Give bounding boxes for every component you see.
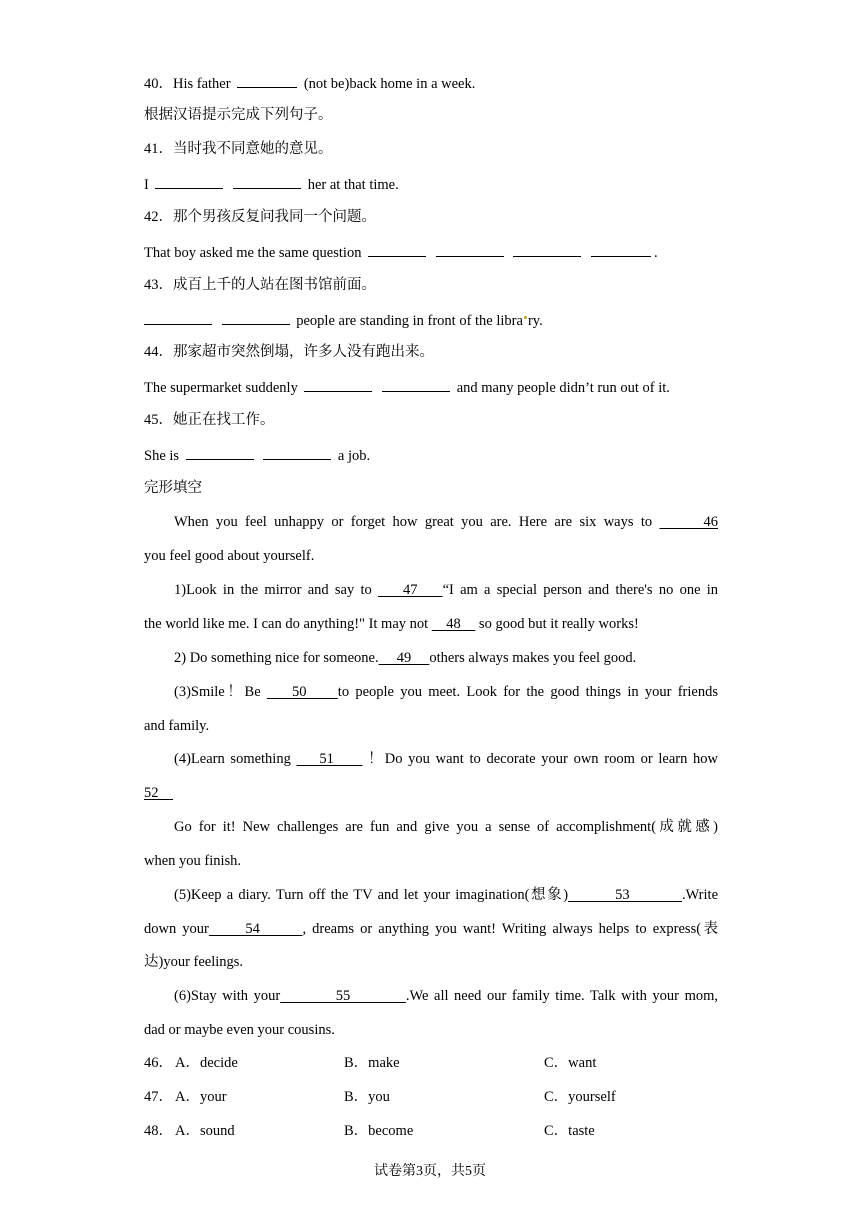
option-a[interactable]: A．decide [175, 1055, 238, 1071]
passage-line: and family. [144, 718, 210, 734]
passage-line: when you finish. [144, 853, 242, 869]
option-b[interactable]: B．become [344, 1123, 414, 1139]
answer-blank[interactable] [237, 72, 297, 88]
option-a[interactable]: A．sound [175, 1123, 235, 1139]
passage-text: “I am a special person and there's no one in [442, 582, 719, 598]
page-footer: 试卷第3页，共5页 [374, 1164, 486, 1179]
question-number: 40． [144, 76, 173, 92]
cloze-title: 完形填空 [144, 480, 202, 496]
blank-52[interactable]: 52 [144, 785, 173, 801]
question-40 [144, 72, 718, 94]
stray-mark [524, 316, 527, 319]
blank-54[interactable]: 54 [208, 921, 303, 937]
question-44-chinese: 44．那家超市突然倒塌，许多人没有跑出来。 [144, 344, 434, 360]
passage-line: Go for it! New challenges are fun and give you a sense of accomplishment(成就感) [174, 819, 718, 835]
blank-55[interactable]: 55 [280, 988, 406, 1004]
option-a[interactable]: A．your [175, 1089, 227, 1105]
question-44 [144, 376, 718, 398]
question-42-chinese: 42．那个男孩反复问我同一个问题。 [144, 209, 376, 225]
passage-text: .We all need our family time. Talk with your mom, [405, 988, 719, 1004]
answer-blank[interactable] [263, 444, 331, 460]
answer-blank[interactable] [186, 444, 254, 460]
question-43 [144, 309, 718, 331]
passage-text: , dreams or anything you want! Writing always helps to express(表 [302, 921, 718, 937]
instruction-translate: 根据汉语提示完成下列句子。 [144, 107, 333, 123]
option-c[interactable]: C．taste [544, 1123, 595, 1139]
passage-line [174, 885, 718, 905]
answer-blank[interactable] [155, 173, 223, 189]
option-number: 48． [144, 1123, 173, 1139]
option-number: 47． [144, 1089, 173, 1105]
passage-text: down your [144, 921, 209, 937]
blank-51[interactable]: 51 [296, 751, 363, 767]
option-c[interactable]: C．want [544, 1055, 597, 1071]
passage-text: When you feel unhappy or forget how great you are. Here are six ways to [174, 514, 653, 530]
passage-line [174, 580, 718, 600]
option-number: 46． [144, 1055, 173, 1071]
passage-text: (5)Keep a diary. Turn off the TV and let your imagination(想象) [174, 887, 569, 903]
answer-blank[interactable] [436, 241, 504, 257]
answer-blank[interactable] [304, 376, 372, 392]
answer-blank[interactable] [233, 173, 301, 189]
blank-48[interactable]: 48 [431, 616, 476, 632]
question-43-chinese: 43．成百上千的人站在图书馆前面。 [144, 277, 376, 293]
answer-blank[interactable] [591, 241, 651, 257]
blank-50[interactable]: 50 [266, 684, 338, 700]
blank-53[interactable]: 53 [568, 887, 682, 903]
sentence-text: her at that time. [307, 177, 399, 193]
sentence-text: The supermarket suddenly [144, 380, 298, 396]
passage-line [174, 648, 718, 668]
option-c[interactable]: C．yourself [544, 1089, 616, 1105]
question-45 [144, 444, 718, 466]
passage-text: 1)Look in the mirror and say to [174, 582, 372, 598]
blank-46[interactable]: 46 [659, 514, 719, 530]
passage-line [174, 512, 718, 532]
question-41 [144, 173, 718, 195]
passage-line [144, 783, 718, 803]
answer-blank[interactable] [368, 241, 426, 257]
sentence-text: I [144, 177, 149, 193]
blank-47[interactable]: 47 [378, 582, 443, 598]
passage-text: to people you meet. Look for the good things in your friends [337, 684, 718, 700]
question-42 [144, 241, 718, 263]
sentence-text: . [653, 245, 658, 261]
passage-line [174, 682, 718, 702]
passage-line [174, 749, 718, 769]
sentence-text: His father [173, 76, 231, 92]
passage-text: so good but it really works! [478, 616, 639, 632]
answer-blank[interactable] [144, 309, 212, 325]
answer-blank[interactable] [222, 309, 290, 325]
passage-line [174, 986, 718, 1006]
option-b[interactable]: B．you [344, 1089, 390, 1105]
passage-text: the world like me. I can do anything!" It may not [144, 616, 429, 632]
sentence-text: ry. [527, 313, 543, 329]
sentence-text: That boy asked me the same question [144, 245, 362, 261]
option-b[interactable]: B．make [344, 1055, 400, 1071]
passage-text: others always makes you feel good. [429, 650, 637, 666]
answer-blank[interactable] [382, 376, 450, 392]
passage-line [144, 919, 718, 939]
sentence-text: (not be)back home in a week. [303, 76, 476, 92]
answer-blank[interactable] [513, 241, 581, 257]
passage-text: (3)Smile！Be [174, 684, 261, 700]
sentence-text: people are standing in front of the libra [296, 313, 523, 329]
passage-line: 达)your feelings. [144, 954, 244, 970]
question-45-chinese: 45．她正在找工作。 [144, 412, 275, 428]
passage-line: dad or maybe even your cousins. [144, 1022, 335, 1038]
passage-text: (4)Learn something [174, 751, 291, 767]
blank-49[interactable]: 49 [378, 650, 430, 666]
passage-text: ！Do you want to decorate your own room or learn how [368, 751, 719, 767]
passage-line: you feel good about yourself. [144, 548, 315, 564]
question-41-chinese: 41．当时我不同意她的意见。 [144, 141, 333, 157]
passage-text: 2) Do something nice for someone. [174, 650, 379, 666]
sentence-text: a job. [337, 448, 371, 464]
sentence-text: and many people didn’t run out of it. [456, 380, 670, 396]
passage-text: (6)Stay with your [174, 988, 281, 1004]
passage-text: .Write [681, 887, 719, 903]
passage-line [144, 614, 718, 634]
sentence-text: She is [144, 448, 180, 464]
